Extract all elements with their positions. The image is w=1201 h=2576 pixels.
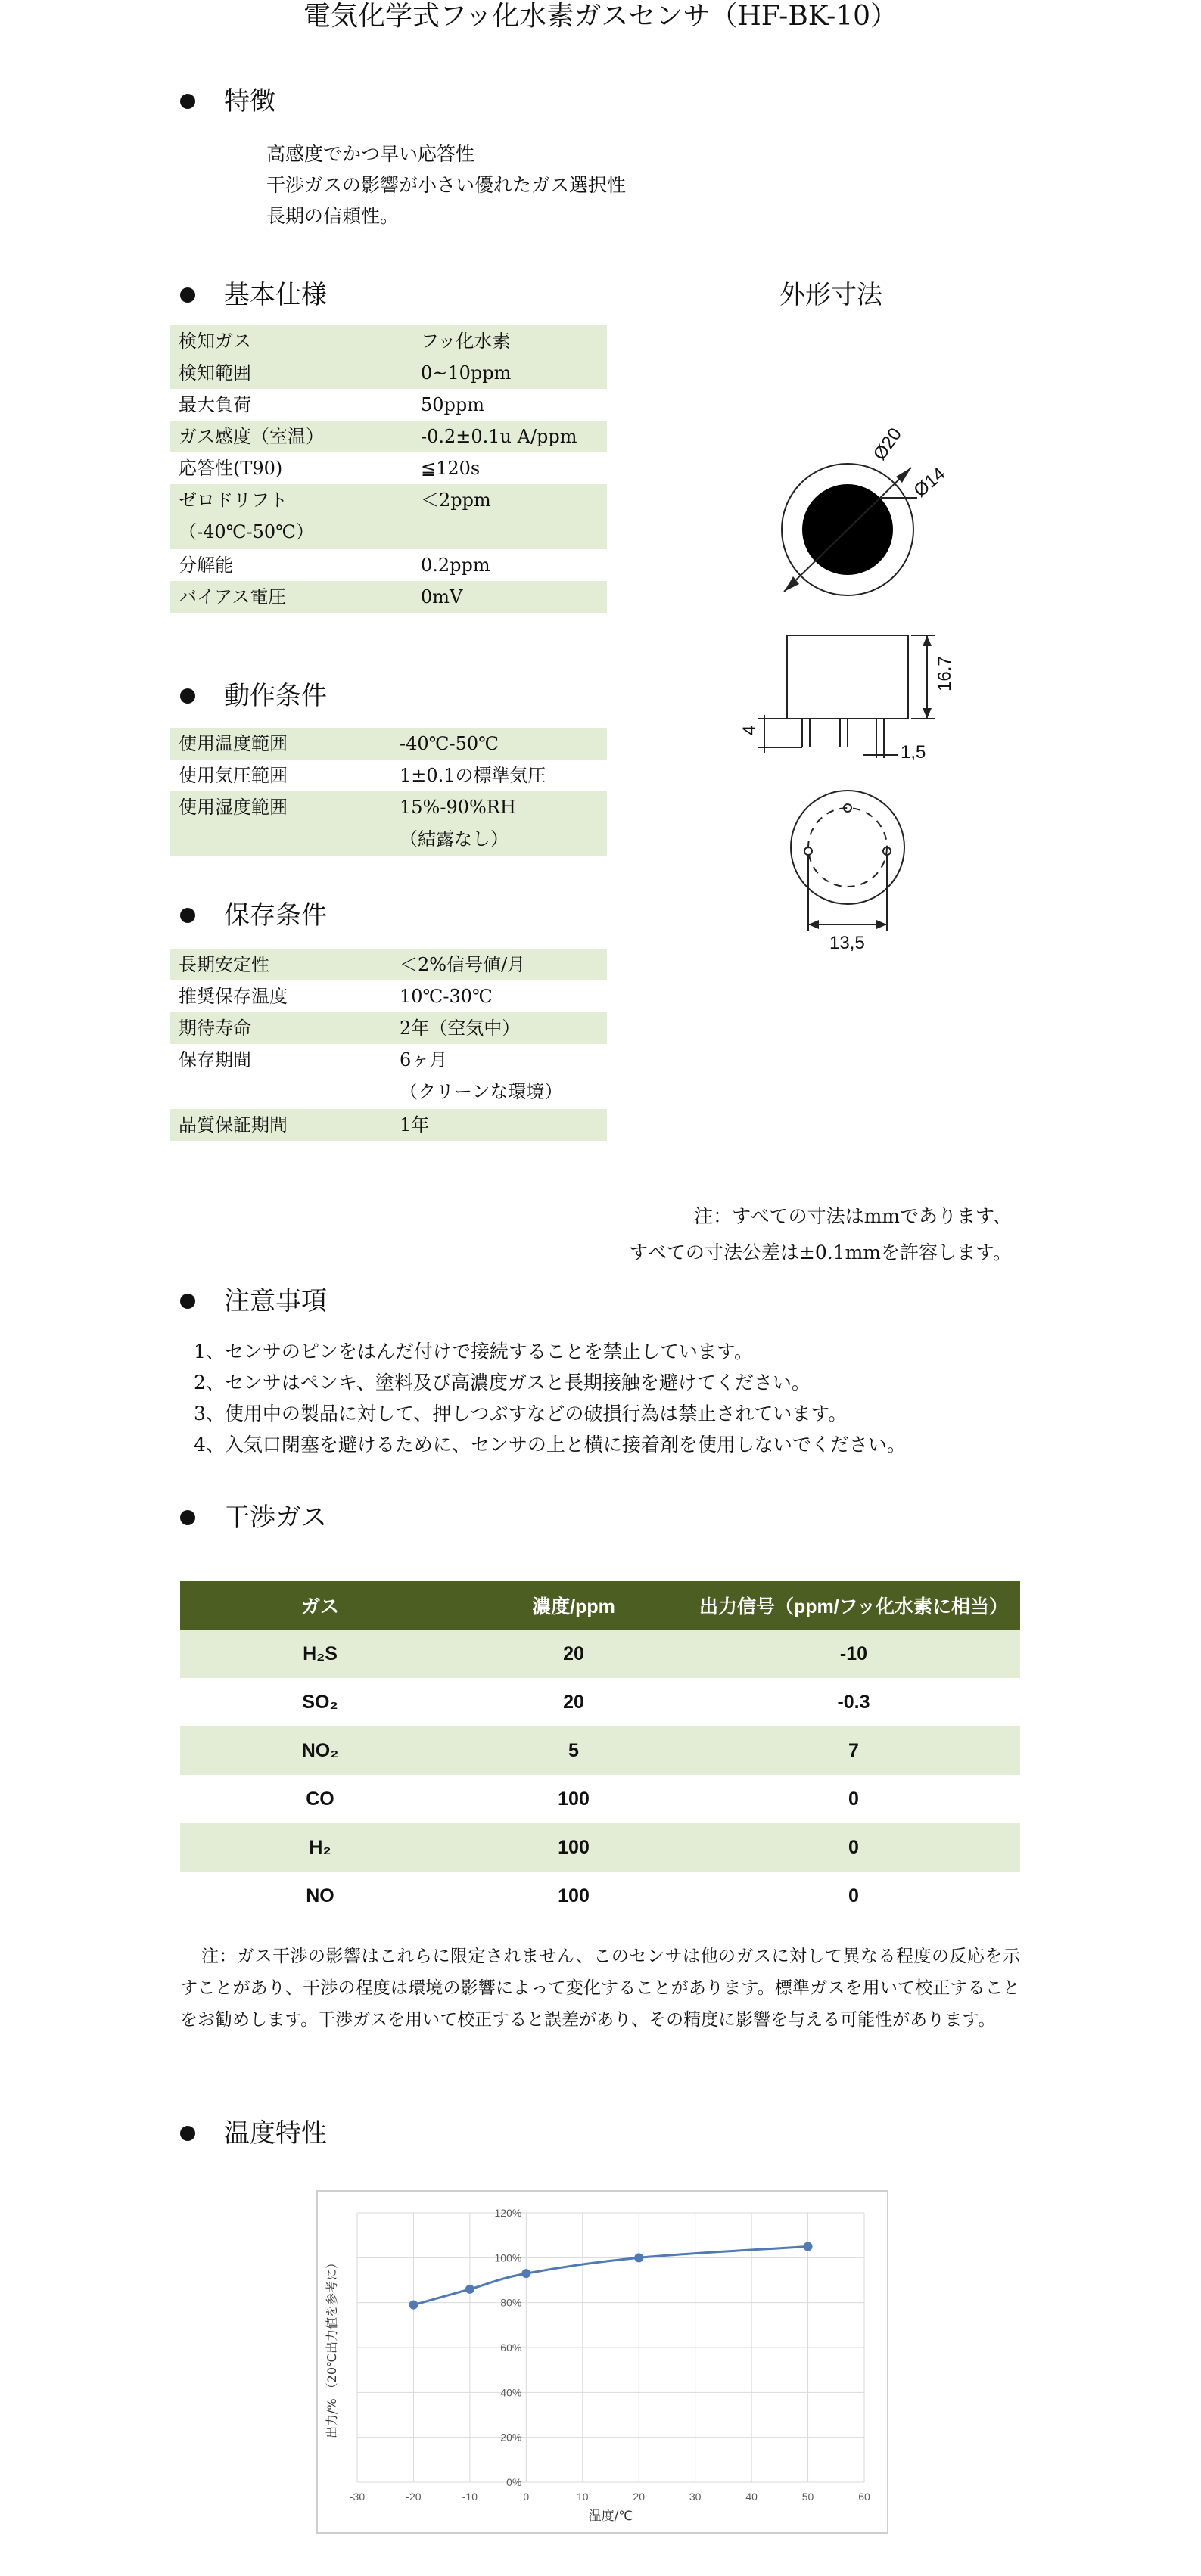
spec-value: ≦120s <box>421 458 481 479</box>
column-header: 濃度/ppm <box>460 1581 687 1630</box>
y-tick-label: 20% <box>500 2431 522 2444</box>
series-line <box>413 2247 807 2305</box>
section-interference-heading <box>180 1501 327 1534</box>
table-row <box>170 357 607 389</box>
spec-key: 最大負荷 <box>179 394 251 415</box>
spec-value-line: （結露なし） <box>400 828 509 850</box>
table-row <box>170 484 607 549</box>
bullet-icon <box>180 1294 195 1309</box>
table-row <box>170 949 607 980</box>
dimension-note-1: 注：すべての寸法はmmであります、 <box>694 1205 1012 1227</box>
interference-note: 注：ガス干渉の影響はこれらに限定されません、このセンサは他のガスに対して異なる程度の反応を示すことがあり、干渉の程度は環境の影響によって変化することがあります。標準ガスを用いて校正することをお勧めします。干渉ガスを用いて校正すると誤差があり、その精度に影響を与える可能性があります。 <box>180 1947 1020 2030</box>
arrow-icon <box>808 920 819 929</box>
table-row <box>180 1823 1020 1872</box>
spec-value: フッ化水素 <box>412 325 607 357</box>
bullet-icon <box>180 688 195 704</box>
spec-value: 50ppm <box>421 394 485 415</box>
table-row <box>180 1872 1020 1920</box>
gas-name: NO₂ <box>180 1726 460 1775</box>
gas-name: H₂ <box>180 1823 460 1872</box>
dimensions-heading: 外形寸法 <box>779 280 882 310</box>
spec-value: 0mV <box>412 581 607 613</box>
y-tick-label: 40% <box>500 2386 522 2399</box>
x-tick-label: 10 <box>576 2491 589 2503</box>
column-header: ガス <box>180 1581 460 1630</box>
section-operating-heading <box>180 679 327 713</box>
x-tick-label: 0 <box>523 2491 530 2503</box>
caution-item: 3、使用中の製品に対して、押しつぶすなどの破損行為は禁止されています。 <box>194 1403 848 1425</box>
y-tick-label: 120% <box>494 2207 522 2219</box>
feature-item: 長期の信頼性。 <box>266 205 400 227</box>
spec-value <box>390 791 607 856</box>
spec-value-line: （クリーンな環境） <box>400 1081 563 1102</box>
table-row <box>170 581 607 613</box>
label-pin: 4 <box>739 725 760 735</box>
arrow-icon <box>923 708 932 719</box>
gas-name: SO₂ <box>302 1691 338 1713</box>
table-row <box>170 389 607 421</box>
section-basic-spec-heading <box>180 278 327 312</box>
caution-item: 4、入気口閉塞を避けるために、センサの上と横に接着剤を使用しないでください。 <box>194 1434 906 1456</box>
table-row <box>170 1044 607 1109</box>
gas-output: 7 <box>687 1726 1020 1775</box>
x-tick-label: -10 <box>462 2491 478 2503</box>
spec-value: 1±0.1の標準気圧 <box>400 765 546 786</box>
y-tick-label: 0% <box>506 2476 522 2488</box>
spec-key: ガス感度（室温） <box>170 421 412 452</box>
x-tick-label: 40 <box>745 2491 758 2503</box>
data-point <box>521 2269 530 2278</box>
table-row <box>170 325 607 357</box>
spec-value: -0.2±0.1u A/ppm <box>412 421 607 452</box>
spec-key: 長期安定性 <box>170 949 390 980</box>
spec-value: ＜2%信号値/月 <box>390 949 607 980</box>
gas-name: H₂S <box>180 1630 460 1678</box>
spec-key: 推奨保存温度 <box>179 986 288 1007</box>
dimension-note-2: すべての寸法公差は±0.1mmを許容します。 <box>629 1241 1012 1263</box>
features-list <box>266 138 626 231</box>
feature-item: 高感度でかつ早い応答性 <box>266 143 475 165</box>
x-tick-label: -20 <box>406 2491 422 2503</box>
y-axis-label: 出力/% （20℃出力値を参考に） <box>325 2256 339 2439</box>
table-header-row <box>180 1581 1020 1630</box>
gas-name: CO <box>306 1788 334 1810</box>
table-row <box>170 791 607 856</box>
x-tick-label: 20 <box>633 2491 646 2503</box>
dimension-drawing <box>739 409 991 983</box>
gas-concentration: 100 <box>558 1885 590 1906</box>
spec-value <box>390 1044 607 1109</box>
label-height: 16.7 <box>935 656 955 691</box>
temperature-heading: 温度特性 <box>224 2118 327 2149</box>
spec-key: 保存期間 <box>179 1049 251 1070</box>
table-row <box>170 549 607 581</box>
table-row <box>170 1109 607 1141</box>
arrow-icon <box>876 920 887 929</box>
table-row <box>170 980 607 1012</box>
spec-value: -40℃-50℃ <box>390 728 607 760</box>
temperature-chart-frame <box>316 2190 888 2534</box>
caution-item: 2、センサはペンキ、塗料及び高濃度ガスと長期接触を避けてください。 <box>194 1372 811 1394</box>
storage-heading: 保存条件 <box>224 900 327 931</box>
gas-output: 0 <box>848 1885 859 1906</box>
table-row <box>170 760 607 791</box>
x-tick-label: -30 <box>349 2491 366 2503</box>
label-pitch: 13,5 <box>829 933 865 953</box>
table-row <box>170 728 607 760</box>
table-row <box>180 1775 1020 1823</box>
spec-value: 0~10ppm <box>412 357 607 389</box>
spec-value: 10℃-30℃ <box>400 986 493 1007</box>
spec-value-line: 15%-90%RH <box>400 797 516 818</box>
gas-concentration: 100 <box>558 1788 590 1810</box>
y-tick-label: 100% <box>494 2251 522 2264</box>
caution-heading: 注意事項 <box>224 1286 327 1316</box>
arrow-icon <box>923 635 932 646</box>
label-d20: Ø20 <box>869 424 906 465</box>
gas-concentration: 20 <box>460 1630 687 1678</box>
interference-heading: 干渉ガス <box>224 1502 327 1533</box>
gas-output: 0 <box>687 1823 1020 1872</box>
operating-heading: 動作条件 <box>224 681 327 711</box>
data-point <box>465 2285 474 2294</box>
spec-key: 使用気圧範囲 <box>179 765 288 786</box>
storage-table <box>170 949 607 1141</box>
table-row <box>180 1630 1020 1678</box>
section-temperature-heading <box>180 2117 327 2150</box>
y-tick-label: 60% <box>500 2341 522 2354</box>
spec-key: 検知ガス <box>170 325 412 357</box>
spec-value: 2年（空気中） <box>390 1012 607 1044</box>
spec-value: 1年 <box>390 1109 607 1141</box>
gas-concentration: 100 <box>460 1823 687 1872</box>
table-row <box>180 1726 1020 1775</box>
bullet-icon <box>180 287 195 303</box>
data-point <box>634 2253 643 2262</box>
x-tick-label: 50 <box>801 2491 814 2503</box>
data-point <box>804 2242 813 2251</box>
section-caution-heading <box>180 1285 327 1318</box>
table-row <box>180 1678 1020 1726</box>
x-axis-label: 温度/℃ <box>588 2509 633 2524</box>
operating-table <box>170 728 607 856</box>
spec-key: 期待寿命 <box>170 1012 390 1044</box>
page-title: 電気化学式フッ化水素ガスセンサ（HF-BK-10） <box>303 1 898 32</box>
spec-key: バイアス電圧 <box>170 581 412 613</box>
gas-name: NO <box>306 1885 334 1906</box>
spec-key: 使用温度範囲 <box>170 728 390 760</box>
bullet-icon <box>180 1510 195 1525</box>
bullet-icon <box>180 908 195 923</box>
gas-output: 0 <box>848 1788 859 1810</box>
label-gap: 1,5 <box>901 742 926 763</box>
basic-spec-heading: 基本仕様 <box>224 280 327 310</box>
spec-value: ＜2ppm <box>412 484 607 549</box>
gas-output: -0.3 <box>837 1691 870 1713</box>
gas-output: -10 <box>687 1630 1020 1678</box>
sensor-body-side <box>787 635 908 719</box>
spec-value: 0.2ppm <box>421 555 490 576</box>
column-header: 出力信号（ppm/フッ化水素に相当） <box>687 1581 1020 1630</box>
data-point <box>409 2301 418 2310</box>
table-row <box>170 452 607 484</box>
table-row <box>170 1012 607 1044</box>
section-features-heading <box>180 85 275 118</box>
x-tick-label: 30 <box>689 2491 702 2503</box>
x-tick-label: 60 <box>858 2491 870 2503</box>
section-storage-heading <box>180 899 327 932</box>
gas-concentration: 5 <box>460 1726 687 1775</box>
spec-key: 品質保証期間 <box>170 1109 390 1141</box>
feature-item: 干渉ガスの影響が小さい優れたガス選択性 <box>266 174 627 196</box>
label-d14: Ø14 <box>910 463 950 502</box>
bullet-icon <box>180 2126 195 2141</box>
features-heading: 特徴 <box>224 86 275 117</box>
spec-key: 使用湿度範囲 <box>170 791 390 856</box>
y-tick-label: 80% <box>500 2296 522 2309</box>
spec-key-line: ゼロドリフト <box>179 489 288 511</box>
spec-key: 分解能 <box>179 555 233 576</box>
spec-key-line: （-40℃-50℃） <box>179 521 314 542</box>
interference-table <box>180 1581 1020 1920</box>
temperature-chart <box>318 2192 887 2532</box>
spec-key: 検知範囲 <box>170 357 412 389</box>
caution-item: 1、センサのピンをはんだ付けで接続することを禁止しています。 <box>194 1341 753 1363</box>
bullet-icon <box>180 94 195 109</box>
spec-key <box>170 484 412 549</box>
basic-spec-table <box>170 325 607 613</box>
caution-list <box>194 1336 906 1460</box>
spec-value-line: 6ヶ月 <box>400 1049 448 1070</box>
gas-concentration: 20 <box>563 1691 584 1713</box>
spec-key: 応答性(T90) <box>179 458 283 479</box>
table-row <box>170 421 607 452</box>
